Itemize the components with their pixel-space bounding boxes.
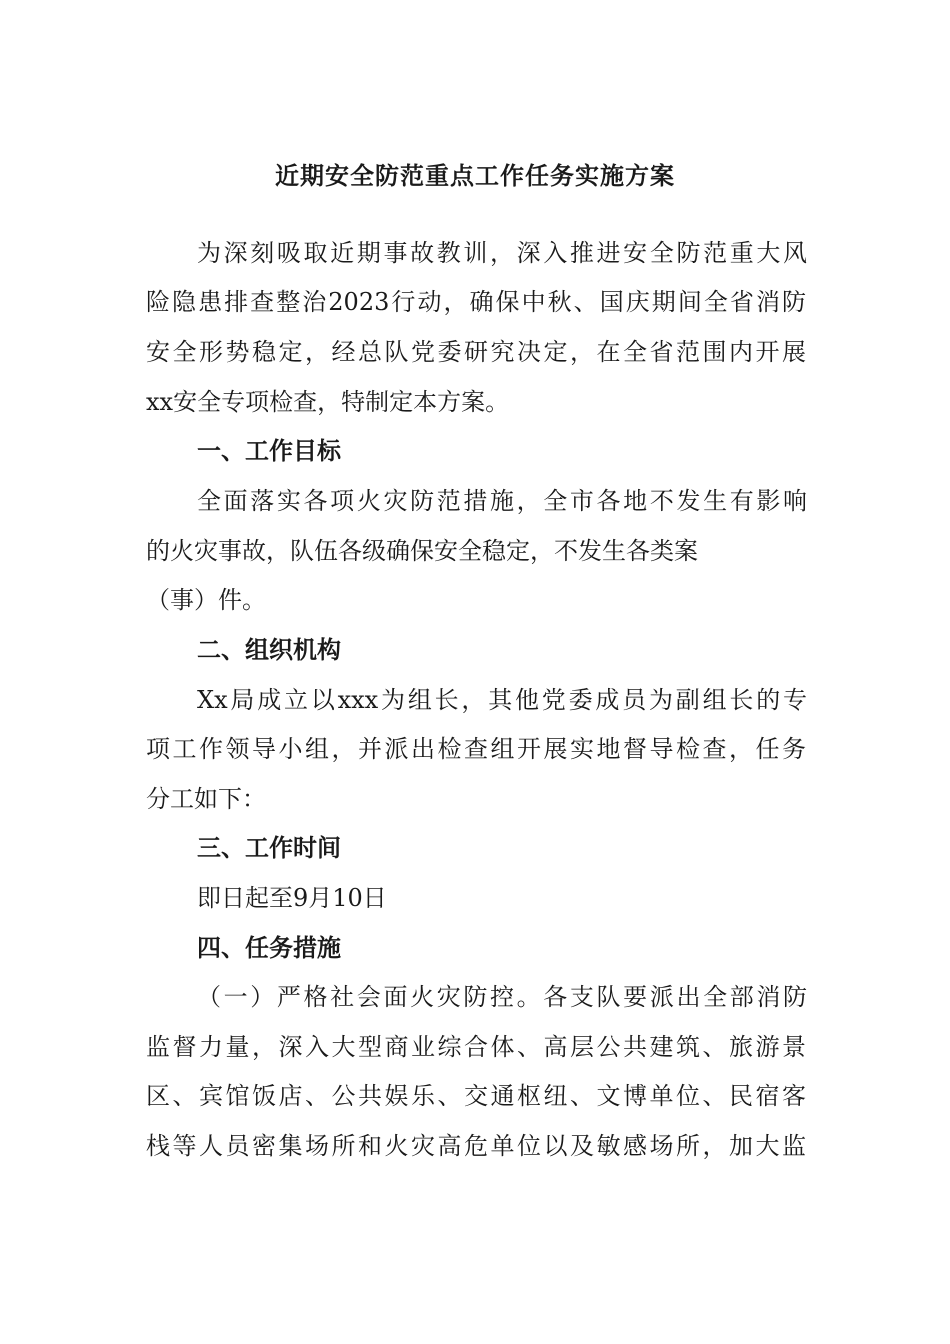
section4-line-3: 区、宾馆饭店、公共娱乐、交通枢纽、文博单位、民宿客 [146,1082,806,1110]
section4-line-2: 监督力量，深入大型商业综合体、高层公共建筑、旅游景 [146,1033,806,1061]
section1-line-1: 全面落实各项火灾防范措施，全市各地不发生有影响 [197,487,807,515]
section4-line-4: 栈等人员密集场所和火灾高危单位以及敏感场所，加大监 [146,1132,806,1160]
intro-line-4: xx安全专项检查，特制定本方案。 [146,388,510,416]
section2-line-3: 分工如下： [146,785,266,813]
section-heading-organization: 二、组织机构 [197,636,341,664]
document-title: 近期安全防范重点工作任务实施方案 [275,162,675,190]
section-heading-measures: 四、任务措施 [197,934,341,962]
section-heading-goals: 一、工作目标 [197,437,341,465]
section2-line-2: 项工作领导小组，并派出检查组开展实地督导检查，任务 [146,735,806,763]
section3-line-1: 即日起至9月10日 [197,884,387,912]
section-heading-time: 三、工作时间 [197,834,341,862]
intro-line-2: 险隐患排查整治2023行动，确保中秋、国庆期间全省消防 [146,288,806,316]
section2-line-1: Xx局成立以xxx为组长，其他党委成员为副组长的专 [197,686,807,714]
intro-line-3: 安全形势稳定，经总队党委研究决定，在全省范围内开展 [146,338,806,366]
section1-line-2: 的火灾事故，队伍各级确保安全稳定，不发生各类案 [146,537,698,565]
section1-line-3: （事）件。 [146,586,266,614]
section4-line-1: （一）严格社会面火灾防控。各支队要派出全部消防 [197,983,807,1011]
intro-line-1: 为深刻吸取近期事故教训，深入推进安全防范重大风 [197,239,807,267]
